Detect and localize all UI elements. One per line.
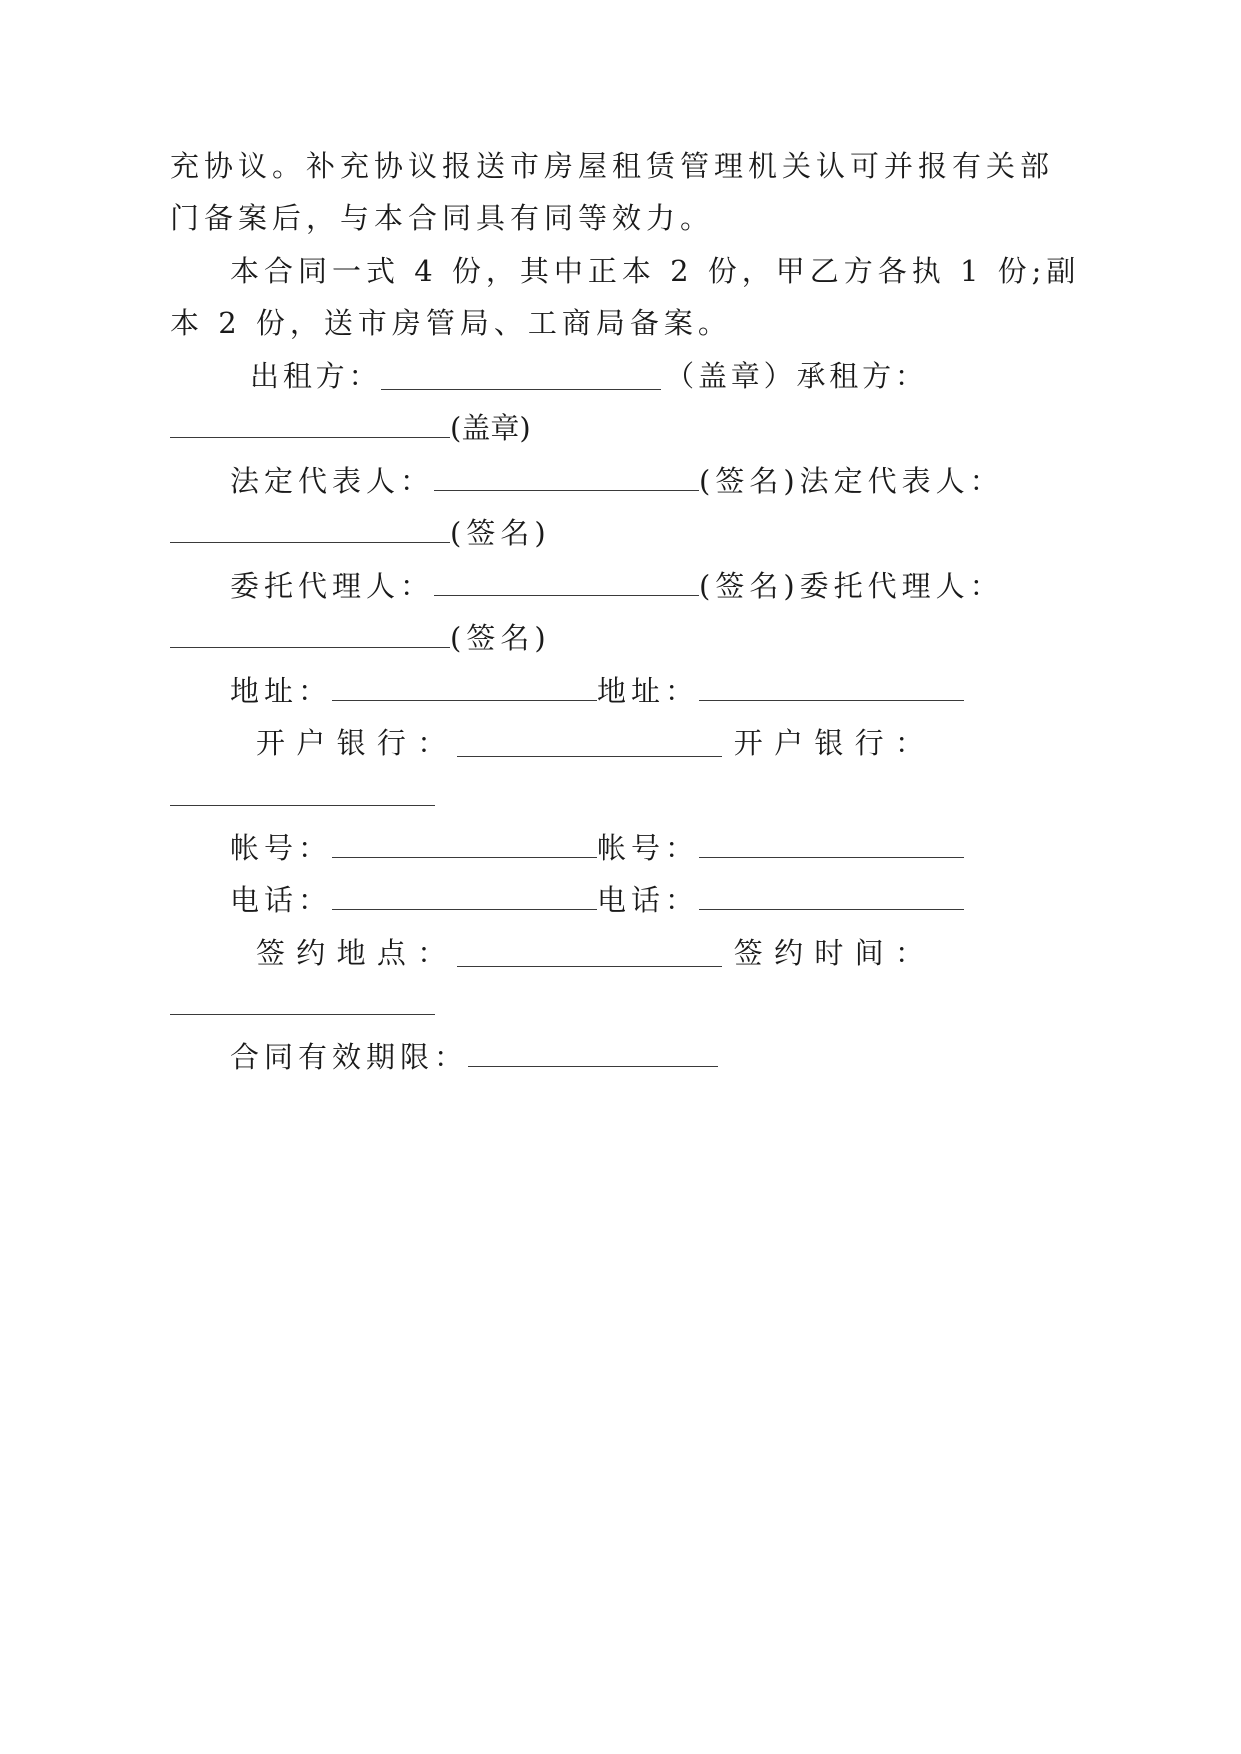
lessor-label-char: 方 bbox=[315, 359, 345, 393]
address-blank-2[interactable] bbox=[699, 674, 964, 701]
lessee-label-char: 方 bbox=[862, 359, 892, 393]
lessor-seal-char: （ bbox=[665, 359, 695, 393]
lessor-seal-char: 章 bbox=[730, 359, 760, 393]
paragraph-1-line-2: 门备案后，与本合同具有同等效力。 bbox=[170, 201, 715, 235]
bank-row-2 bbox=[170, 776, 435, 816]
bank-label-char: 行 bbox=[376, 726, 406, 760]
lessor-row bbox=[250, 356, 924, 396]
sign-place-row bbox=[256, 933, 924, 973]
legal-rep-row-2 bbox=[170, 513, 551, 553]
sign-place-label-char: 地 bbox=[336, 936, 366, 970]
phone-blank[interactable] bbox=[332, 883, 597, 910]
lessor-seal-char: ） bbox=[763, 359, 793, 393]
bank-label-char: 户 bbox=[296, 726, 326, 760]
bank-label-2-char: ： bbox=[894, 726, 924, 760]
legal-rep-blank[interactable] bbox=[434, 464, 699, 491]
agent-row bbox=[230, 566, 1004, 606]
paragraph-2-line-1: 本合同一式 4 份，其中正本 2 份，甲乙方各执 1 份;副 bbox=[230, 254, 1081, 288]
address-blank[interactable] bbox=[332, 674, 597, 701]
bank-blank[interactable] bbox=[457, 730, 722, 757]
lessee-name-blank[interactable] bbox=[170, 411, 450, 438]
agent-label-2: 委托代理人： bbox=[799, 569, 1004, 603]
sign-time-row-2 bbox=[170, 985, 435, 1025]
lessor-name-blank[interactable] bbox=[381, 363, 661, 390]
sign-place-label-char: 点 bbox=[376, 936, 406, 970]
lessee-label-char: 承 bbox=[796, 359, 826, 393]
legal-rep-sign-2: (签名) bbox=[450, 516, 551, 550]
lessor-label-char: 出 bbox=[250, 359, 280, 393]
lessor-label-char: ： bbox=[348, 359, 378, 393]
bank-label-char: ： bbox=[417, 726, 447, 760]
sign-time-label-char: 签 bbox=[733, 936, 763, 970]
account-blank[interactable] bbox=[332, 831, 597, 858]
lessee-label-char: 租 bbox=[829, 359, 859, 393]
lessee-seal: (盖章) bbox=[450, 411, 531, 445]
validity-label: 合同有效期限： bbox=[230, 1040, 469, 1074]
sign-time-label-char: 间 bbox=[854, 936, 884, 970]
lessor-seal-char: 盖 bbox=[697, 359, 727, 393]
lessee-row bbox=[170, 408, 531, 448]
agent-row-2 bbox=[170, 618, 551, 658]
legal-rep-blank-2[interactable] bbox=[170, 516, 450, 543]
address-label-2: 地址： bbox=[597, 674, 700, 708]
legal-rep-row bbox=[230, 461, 1004, 501]
phone-label-2: 电话： bbox=[597, 883, 700, 917]
account-label: 帐号： bbox=[230, 831, 333, 865]
lessee-label-char: ： bbox=[894, 359, 924, 393]
bank-label-2-char: 开 bbox=[733, 726, 763, 760]
validity-blank[interactable] bbox=[468, 1040, 718, 1067]
paragraph-2-line-2: 本 2 份，送市房管局、工商局备案。 bbox=[170, 306, 732, 340]
bank-label-char: 银 bbox=[336, 726, 366, 760]
account-blank-2[interactable] bbox=[699, 831, 964, 858]
account-row bbox=[230, 828, 964, 868]
bank-blank-2[interactable] bbox=[170, 779, 435, 806]
sign-place-label-char: 约 bbox=[296, 936, 326, 970]
sign-time-blank[interactable] bbox=[170, 988, 435, 1015]
account-label-2: 帐号： bbox=[597, 831, 700, 865]
agent-blank[interactable] bbox=[434, 569, 699, 596]
agent-sign: (签名) bbox=[699, 569, 800, 603]
bank-label-2-char: 户 bbox=[774, 726, 804, 760]
legal-rep-label: 法定代表人： bbox=[230, 464, 435, 498]
phone-blank-2[interactable] bbox=[699, 883, 964, 910]
bank-label-2-char: 行 bbox=[854, 726, 884, 760]
phone-label: 电话： bbox=[230, 883, 333, 917]
address-row bbox=[230, 671, 964, 711]
legal-rep-sign: (签名) bbox=[699, 464, 800, 498]
bank-row bbox=[256, 723, 924, 763]
agent-blank-2[interactable] bbox=[170, 621, 450, 648]
validity-row bbox=[230, 1037, 718, 1077]
address-label: 地址： bbox=[230, 674, 333, 708]
agent-sign-2: (签名) bbox=[450, 621, 551, 655]
bank-label-char: 开 bbox=[256, 726, 286, 760]
sign-time-label-char: 时 bbox=[814, 936, 844, 970]
sign-time-label-char: ： bbox=[894, 936, 924, 970]
legal-rep-label-2: 法定代表人： bbox=[799, 464, 1004, 498]
paragraph-1-line-1: 充协议。补充协议报送市房屋租赁管理机关认可并报有关部 bbox=[170, 149, 1055, 183]
bank-label-2-char: 银 bbox=[814, 726, 844, 760]
phone-row bbox=[230, 880, 964, 920]
sign-place-label-char: 签 bbox=[256, 936, 286, 970]
sign-time-label-char: 约 bbox=[774, 936, 804, 970]
agent-label: 委托代理人： bbox=[230, 569, 435, 603]
sign-place-blank[interactable] bbox=[457, 940, 722, 967]
sign-place-label-char: ： bbox=[417, 936, 447, 970]
lessor-label-char: 租 bbox=[282, 359, 312, 393]
